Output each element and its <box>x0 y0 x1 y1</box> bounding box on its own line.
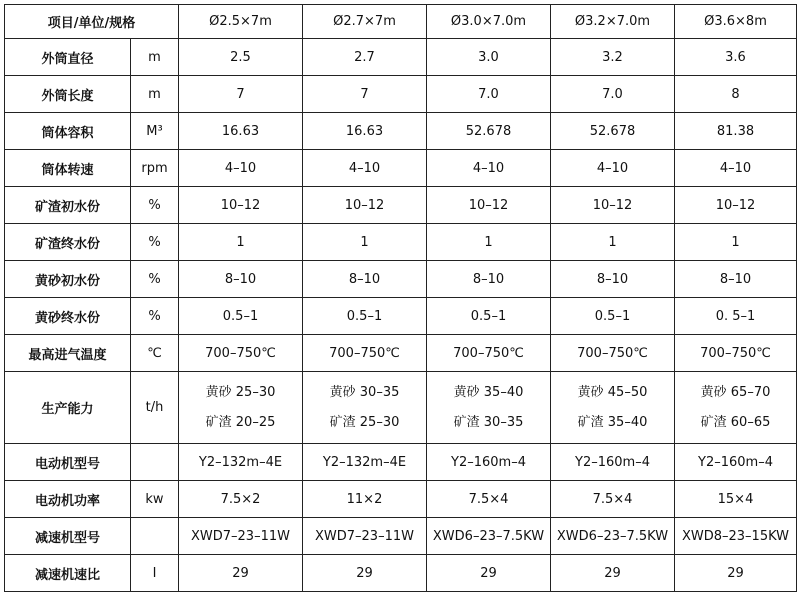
row-value: 1 <box>303 224 427 261</box>
sand-capacity: 黄砂 65–70 <box>700 384 771 400</box>
row-value: 0. 5–1 <box>675 298 797 335</box>
production-cell <box>427 372 551 444</box>
row-value: 3.2 <box>551 39 675 76</box>
row-value: 7 <box>179 76 303 113</box>
row-label: 外筒直径 <box>5 39 131 76</box>
table-row <box>5 335 797 372</box>
sand-capacity: 黄砂 45–50 <box>577 384 648 400</box>
spec-header: Ø3.0×7.0m <box>427 5 551 39</box>
row-value: 4–10 <box>303 150 427 187</box>
row-unit: t/h <box>131 372 179 444</box>
row-value: 81.38 <box>675 113 797 150</box>
row-value: 29 <box>551 555 675 592</box>
row-label: 矿渣终水份 <box>5 224 131 261</box>
row-value: 1 <box>551 224 675 261</box>
row-value: 8–10 <box>551 261 675 298</box>
row-value: 4–10 <box>675 150 797 187</box>
row-value: 10–12 <box>551 187 675 224</box>
row-value: XWD7–23–11W <box>179 518 303 555</box>
production-cell <box>675 372 797 444</box>
row-value: 8–10 <box>303 261 427 298</box>
row-value: 7.5×2 <box>179 481 303 518</box>
spec-header: Ø2.7×7m <box>303 5 427 39</box>
row-value: 11×2 <box>303 481 427 518</box>
table-row <box>5 555 797 592</box>
row-value: Y2–132m–4E <box>179 444 303 481</box>
row-value: 700–750℃ <box>303 335 427 372</box>
row-value: 700–750℃ <box>179 335 303 372</box>
row-value: 10–12 <box>303 187 427 224</box>
sand-capacity: 黄砂 35–40 <box>453 384 524 400</box>
row-value: 29 <box>303 555 427 592</box>
production-cell <box>303 372 427 444</box>
row-value: 4–10 <box>551 150 675 187</box>
row-value: 1 <box>427 224 551 261</box>
row-value: 7.0 <box>551 76 675 113</box>
row-value: 7.5×4 <box>427 481 551 518</box>
sand-capacity: 黄砂 30–35 <box>329 384 400 400</box>
row-label: 黄砂初水份 <box>5 261 131 298</box>
table-row <box>5 150 797 187</box>
slag-capacity: 矿渣 30–35 <box>453 414 524 430</box>
row-label: 生产能力 <box>5 372 131 444</box>
row-value: XWD6–23–7.5KW <box>427 518 551 555</box>
row-value: Y2–160m–4 <box>675 444 797 481</box>
row-value: 29 <box>179 555 303 592</box>
row-value: 2.7 <box>303 39 427 76</box>
row-value: 52.678 <box>427 113 551 150</box>
row-value: 3.0 <box>427 39 551 76</box>
table-row <box>5 113 797 150</box>
row-unit: % <box>131 187 179 224</box>
row-value: 4–10 <box>179 150 303 187</box>
row-unit: m <box>131 76 179 113</box>
row-unit: I <box>131 555 179 592</box>
row-label: 黄砂终水份 <box>5 298 131 335</box>
slag-capacity: 矿渣 60–65 <box>700 414 771 430</box>
row-unit: rpm <box>131 150 179 187</box>
row-value: 8–10 <box>427 261 551 298</box>
row-value: 700–750℃ <box>551 335 675 372</box>
row-value: 10–12 <box>179 187 303 224</box>
table-row <box>5 298 797 335</box>
table-row <box>5 39 797 76</box>
row-unit <box>131 518 179 555</box>
row-value: Y2–132m–4E <box>303 444 427 481</box>
spec-header: Ø2.5×7m <box>179 5 303 39</box>
row-value: 3.6 <box>675 39 797 76</box>
sand-capacity: 黄砂 25–30 <box>205 384 276 400</box>
table-row <box>5 261 797 298</box>
row-value: 0.5–1 <box>427 298 551 335</box>
header-row <box>5 5 797 39</box>
row-unit: m <box>131 39 179 76</box>
row-label: 电动机功率 <box>5 481 131 518</box>
row-label: 最高进气温度 <box>5 335 131 372</box>
spec-header: Ø3.2×7.0m <box>551 5 675 39</box>
row-value: 700–750℃ <box>675 335 797 372</box>
row-value: 0.5–1 <box>179 298 303 335</box>
row-unit: % <box>131 298 179 335</box>
row-value: 16.63 <box>303 113 427 150</box>
table-row <box>5 187 797 224</box>
row-value: XWD6–23–7.5KW <box>551 518 675 555</box>
row-value: 10–12 <box>675 187 797 224</box>
row-value: Y2–160m–4 <box>551 444 675 481</box>
row-value: 1 <box>675 224 797 261</box>
row-value: 2.5 <box>179 39 303 76</box>
production-cell <box>551 372 675 444</box>
row-label: 筒体容积 <box>5 113 131 150</box>
row-value: 4–10 <box>427 150 551 187</box>
row-unit: % <box>131 261 179 298</box>
row-label: 减速机速比 <box>5 555 131 592</box>
row-value: 8–10 <box>675 261 797 298</box>
row-unit: % <box>131 224 179 261</box>
corner-cell: 项目/单位/规格 <box>5 5 179 39</box>
table-row <box>5 76 797 113</box>
slag-capacity: 矿渣 25–30 <box>329 414 400 430</box>
slag-capacity: 矿渣 20–25 <box>205 414 276 430</box>
table-row <box>5 224 797 261</box>
table-row <box>5 481 797 518</box>
row-value: 7.0 <box>427 76 551 113</box>
table-row-production <box>5 372 797 444</box>
row-value: 0.5–1 <box>551 298 675 335</box>
row-label: 筒体转速 <box>5 150 131 187</box>
row-value: 10–12 <box>427 187 551 224</box>
row-value: XWD8–23–15KW <box>675 518 797 555</box>
table-row <box>5 518 797 555</box>
spec-table <box>4 4 797 592</box>
row-unit: kw <box>131 481 179 518</box>
row-value: Y2–160m–4 <box>427 444 551 481</box>
row-value: 8 <box>675 76 797 113</box>
row-value: 8–10 <box>179 261 303 298</box>
row-value: 16.63 <box>179 113 303 150</box>
row-value: 52.678 <box>551 113 675 150</box>
row-label: 减速机型号 <box>5 518 131 555</box>
row-value: 700–750℃ <box>427 335 551 372</box>
row-value: 1 <box>179 224 303 261</box>
row-value: XWD7–23–11W <box>303 518 427 555</box>
row-unit: ℃ <box>131 335 179 372</box>
row-label: 外筒长度 <box>5 76 131 113</box>
row-value: 15×4 <box>675 481 797 518</box>
row-label: 电动机型号 <box>5 444 131 481</box>
row-value: 0.5–1 <box>303 298 427 335</box>
row-unit <box>131 444 179 481</box>
production-cell <box>179 372 303 444</box>
row-value: 29 <box>675 555 797 592</box>
slag-capacity: 矿渣 35–40 <box>577 414 648 430</box>
row-value: 29 <box>427 555 551 592</box>
table-row <box>5 444 797 481</box>
row-value: 7.5×4 <box>551 481 675 518</box>
spec-header: Ø3.6×8m <box>675 5 797 39</box>
row-unit: M³ <box>131 113 179 150</box>
row-label: 矿渣初水份 <box>5 187 131 224</box>
row-value: 7 <box>303 76 427 113</box>
